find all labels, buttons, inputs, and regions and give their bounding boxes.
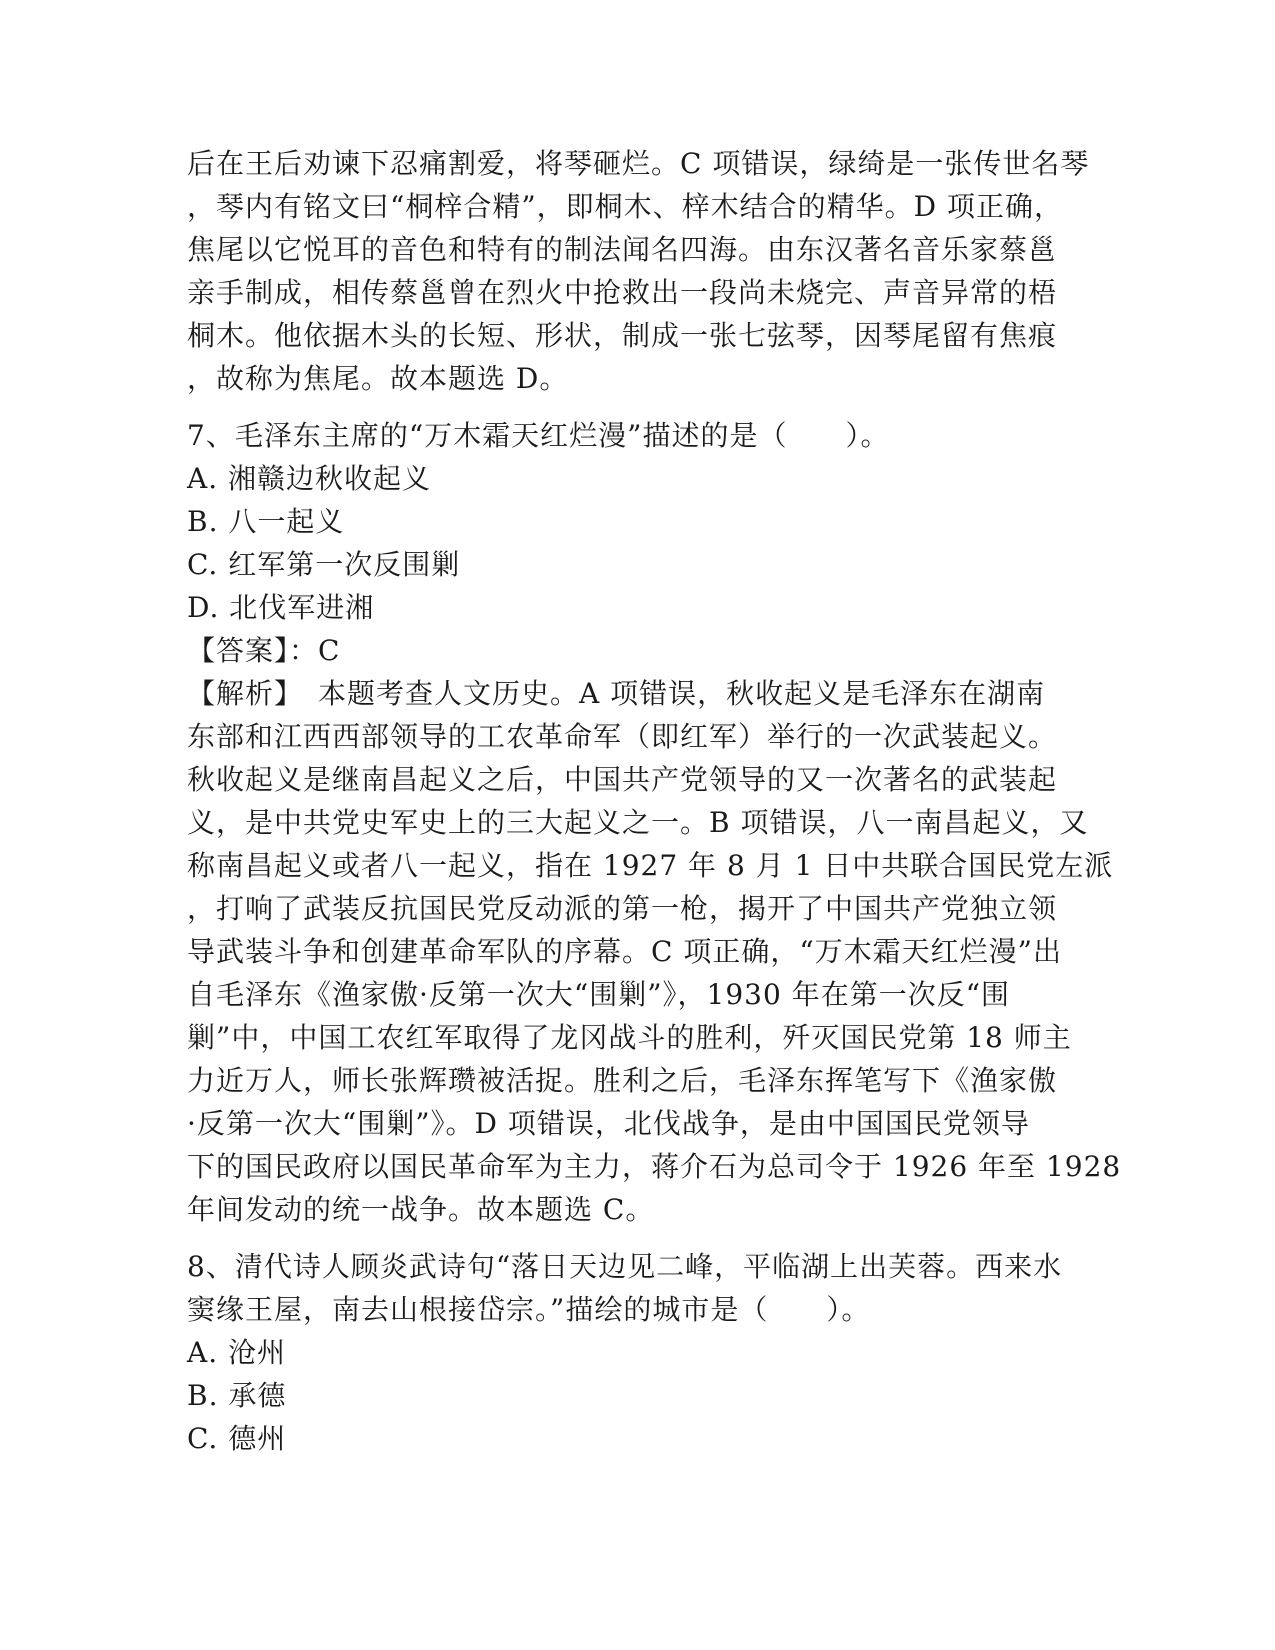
analysis-line: ，打响了武装反抗国民党反动派的第一枪，揭开了中国共产党独立领 xyxy=(187,892,1058,925)
option-c: C. 德州 xyxy=(187,1422,287,1455)
analysis-line: 桐木。他依据木头的长短、形状，制成一张七弦琴，因琴尾留有焦痕 xyxy=(187,319,1058,352)
analysis-line: 剿”中，中国工农红军取得了龙冈战斗的胜利，歼灭国民党第 18 师主 xyxy=(187,1021,1072,1054)
question-7 xyxy=(187,414,1122,1231)
analysis-line: 亲手制成，相传蔡邕曾在烈火中抢救出一段尚未烧完、声音异常的梧 xyxy=(187,276,1058,309)
analysis-line: ·反第一次大“围剿”》。D 项错误，北伐战争，是由中国国民党领导 xyxy=(187,1107,1030,1140)
question-text: 8、清代诗人顾炎武诗句“落日天边见二峰，平临湖上出芙蓉。西来水 xyxy=(187,1250,1063,1283)
option-a: A. 湘赣边秋收起义 xyxy=(187,462,432,495)
spacer xyxy=(187,400,1087,414)
analysis-line: 秋收起义是继南昌起义之后，中国共产党领导的又一次著名的武装起 xyxy=(187,763,1058,796)
analysis-line: 【解析】 本题考查人文历史。A 项错误，秋收起义是毛泽东在湖南 xyxy=(187,677,1046,710)
question-8 xyxy=(187,1245,1087,1460)
option-a: A. 沧州 xyxy=(187,1336,287,1369)
analysis-line: ，琴内有铭文曰“桐梓合精”，即桐木、梓木结合的精华。D 项正确， xyxy=(187,190,1063,223)
analysis-line: 年间发动的统一战争。故本题选 C。 xyxy=(187,1193,655,1226)
previous-analysis xyxy=(187,142,1090,400)
analysis-line: 力近万人，师长张辉瓒被活捉。胜利之后，毛泽东挥笔写下《渔家傲 xyxy=(187,1064,1058,1097)
document-page xyxy=(187,142,1122,1460)
analysis-line: 东部和江西西部领导的工农革命军（即红军）举行的一次武装起义。 xyxy=(187,720,1058,753)
analysis-line: 焦尾以它悦耳的音色和特有的制法闻名四海。由东汉著名音乐家蔡邕 xyxy=(187,233,1058,266)
analysis-line: 导武装斗争和创建革命军队的序幕。C 项正确，“万木霜天红烂漫”出 xyxy=(187,935,1062,968)
option-c: C. 红军第一次反围剿 xyxy=(187,548,461,581)
answer-text: 【答案】：C xyxy=(187,634,341,667)
analysis-line: 自毛泽东《渔家傲·反第一次大“围剿”》，1930 年在第一次反“围 xyxy=(187,978,1011,1011)
option-d: D. 北伐军进湘 xyxy=(187,591,375,624)
analysis-line: 称南昌起义或者八一起义，指在 1927 年 8 月 1 日中共联合国民党左派 xyxy=(187,849,1114,882)
option-b: B. 八一起义 xyxy=(187,505,345,538)
analysis-line: 后在王后劝谏下忍痛割爱，将琴砸烂。C 项错误，绿绮是一张传世名琴 xyxy=(187,147,1090,180)
spacer xyxy=(187,1231,1087,1245)
analysis-line: 义，是中共党史军史上的三大起义之一。B 项错误，八一南昌起义，又 xyxy=(187,806,1089,839)
analysis-line: ，故称为焦尾。故本题选 D。 xyxy=(187,362,569,395)
option-b: B. 承德 xyxy=(187,1379,287,1412)
question-text: 窦缘王屋，南去山根接岱宗。”描绘的城市是（ ）。 xyxy=(187,1293,871,1326)
question-text: 7、毛泽东主席的“万木霜天红烂漫”描述的是（ ）。 xyxy=(187,419,890,452)
analysis-line: 下的国民政府以国民革命军为主力，蒋介石为总司令于 1926 年至 1928 xyxy=(187,1150,1122,1183)
